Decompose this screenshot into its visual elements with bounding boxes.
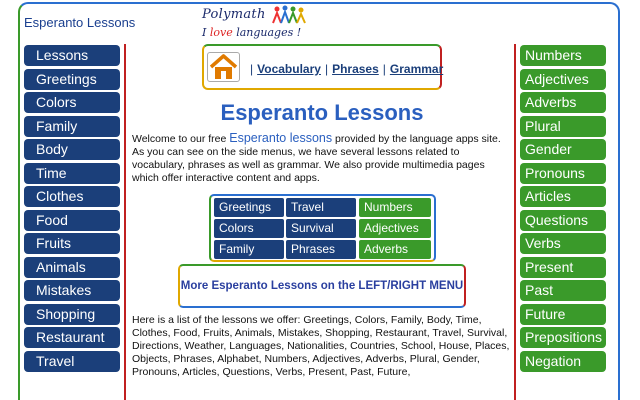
right-menu-item-negation[interactable]: Negation	[520, 351, 606, 372]
left-menu-item-colors[interactable]: Colors	[24, 92, 120, 113]
left-menu	[24, 45, 120, 374]
right-menu-item-future[interactable]: Future	[520, 304, 606, 325]
intro-highlight-link[interactable]: Esperanto lessons	[229, 131, 333, 145]
right-menu-item-adjectives[interactable]: Adjectives	[520, 69, 606, 90]
left-menu-item-body[interactable]: Body	[24, 139, 120, 160]
nav-separator: |	[382, 62, 386, 76]
left-menu-item-lessons[interactable]: Lessons	[24, 45, 120, 66]
right-menu-item-present[interactable]: Present	[520, 257, 606, 278]
grid-item-survival[interactable]: Survival	[286, 219, 356, 238]
right-menu-item-plural[interactable]: Plural	[520, 116, 606, 137]
logo-tagline	[202, 26, 301, 39]
grid-item-colors[interactable]: Colors	[214, 219, 284, 238]
left-menu-item-greetings[interactable]: Greetings	[24, 69, 120, 90]
home-icon	[208, 53, 239, 81]
site-header	[18, 2, 620, 44]
nav-link-grammar[interactable]: Grammar	[389, 62, 444, 76]
grid-item-phrases[interactable]: Phrases	[286, 240, 356, 259]
right-menu-item-verbs[interactable]: Verbs	[520, 233, 606, 254]
left-menu-item-clothes[interactable]: Clothes	[24, 186, 120, 207]
right-menu-item-pronouns[interactable]: Pronouns	[520, 163, 606, 184]
logo-tagline-pre: I	[202, 26, 210, 39]
left-menu-item-shopping[interactable]: Shopping	[24, 304, 120, 325]
lesson-grid	[209, 194, 436, 262]
grid-item-greetings[interactable]: Greetings	[214, 198, 284, 217]
grid-item-adverbs[interactable]: Adverbs	[359, 240, 431, 259]
right-menu-item-prepositions[interactable]: Prepositions	[520, 327, 606, 348]
people-logo-icon	[272, 5, 306, 27]
right-menu-item-questions[interactable]: Questions	[520, 210, 606, 231]
grid-item-travel[interactable]: Travel	[286, 198, 356, 217]
main-content	[124, 44, 516, 400]
polymath-logo[interactable]	[202, 4, 322, 44]
nav-link-vocabulary[interactable]: Vocabulary	[257, 62, 321, 76]
left-menu-item-fruits[interactable]: Fruits	[24, 233, 120, 254]
logo-tagline-post: languages !	[232, 26, 302, 39]
grid-item-adjectives[interactable]: Adjectives	[359, 219, 431, 238]
right-menu-item-past[interactable]: Past	[520, 280, 606, 301]
nav-link-phrases[interactable]: Phrases	[332, 62, 379, 76]
top-nav-links	[246, 62, 443, 76]
frame-border-right	[618, 40, 620, 400]
page-title: Esperanto Lessons	[220, 100, 424, 125]
lessons-list-paragraph: Here is a list of the lessons we offer: Greetings, Colors, Family, Body, Time, Clothes, Food, Fruits, Animals, Mistakes, Shopping, Restaurant, Travel, Survival, Directions, Weather, Languages, Nationalities, Countries, School, House, Places, Objects, Phrases, Alphabet, Numbers, Adjectives, Adverbs, Plural, Gender, Pronouns, Articles, Questions, Verbs, Present, Past, Future,	[132, 314, 510, 378]
right-menu-item-articles[interactable]: Articles	[520, 186, 606, 207]
left-menu-item-mistakes[interactable]: Mistakes	[24, 280, 120, 301]
more-lessons-banner: More Esperanto Lessons on the LEFT/RIGHT MENU	[178, 264, 466, 308]
intro-paragraph	[132, 132, 512, 185]
left-menu-item-time[interactable]: Time	[24, 163, 120, 184]
right-menu-item-numbers[interactable]: Numbers	[520, 45, 606, 66]
site-title[interactable]: Esperanto Lessons	[24, 15, 136, 30]
nav-separator: |	[324, 62, 329, 76]
grid-item-numbers[interactable]: Numbers	[359, 198, 431, 217]
right-menu-item-gender[interactable]: Gender	[520, 139, 606, 160]
home-button[interactable]	[207, 52, 240, 82]
grid-item-family[interactable]: Family	[214, 240, 284, 259]
left-menu-item-restaurant[interactable]: Restaurant	[24, 327, 120, 348]
nav-separator: |	[250, 62, 254, 76]
logo-wordmark: Polymath	[202, 7, 266, 22]
frame-border-left	[18, 44, 20, 400]
left-menu-item-travel[interactable]: Travel	[24, 351, 120, 372]
intro-text-pre: Welcome to our free	[132, 133, 230, 145]
right-menu-item-adverbs[interactable]: Adverbs	[520, 92, 606, 113]
intro-text-post: provided by the language apps site. As you can see on the side menus, we have several lessons related to vocabulary, phrases as well as grammar. We also provide multimedia pages which offer interactive content and apps.	[132, 133, 501, 184]
left-menu-item-family[interactable]: Family	[24, 116, 120, 137]
left-menu-item-animals[interactable]: Animals	[24, 257, 120, 278]
logo-tagline-love: love	[209, 26, 233, 39]
left-menu-item-food[interactable]: Food	[24, 210, 120, 231]
right-menu	[520, 45, 606, 374]
top-nav	[202, 44, 442, 90]
